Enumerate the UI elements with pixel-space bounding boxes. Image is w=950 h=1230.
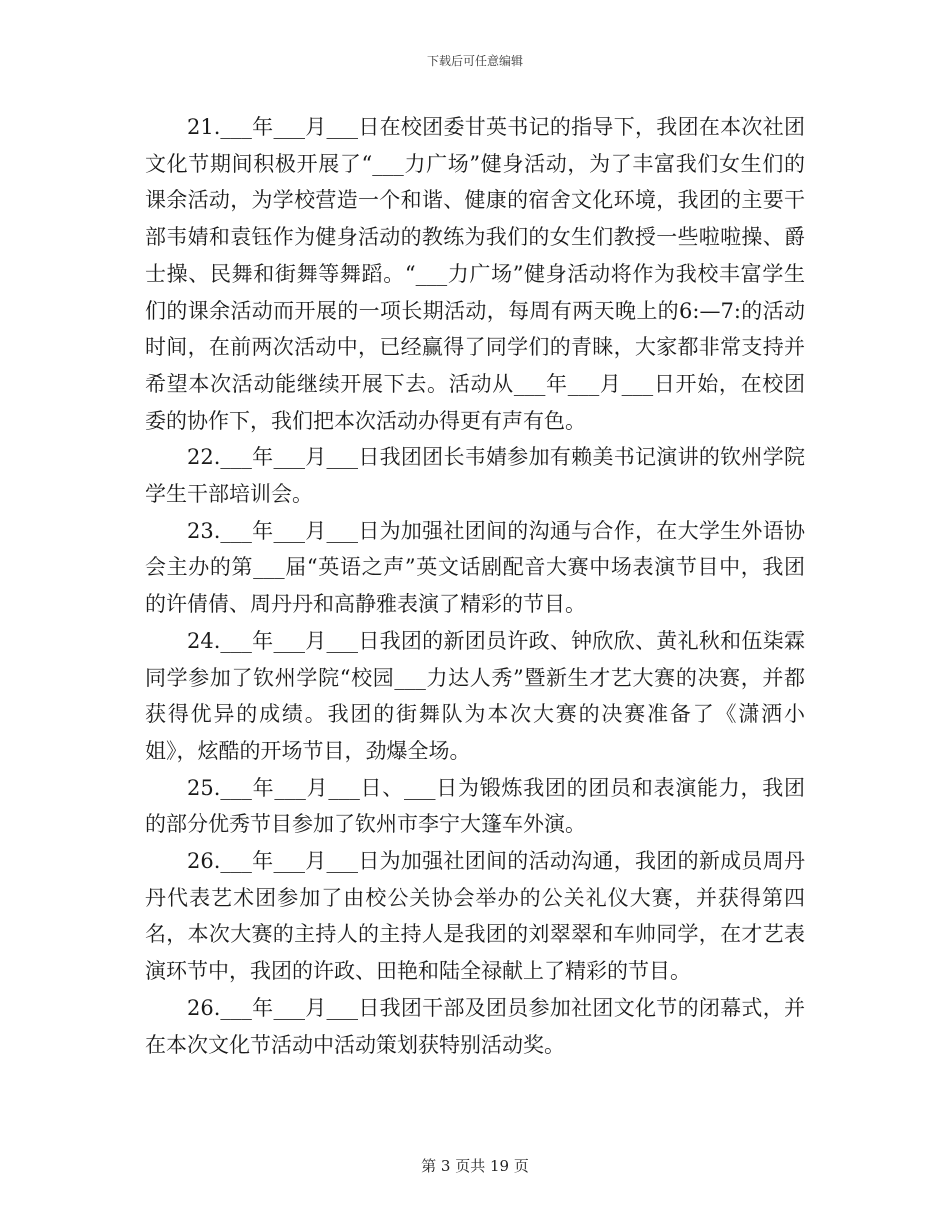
- paragraph-26b: 26.___年___月___日我团干部及团员参加社团文化节的闭幕式，并在本次文化节活动中活动策划获特别活动奖。: [145, 995, 805, 1057]
- paragraph-26a: 26.___年___月___日为加强社团间的活动沟通，我团的新成员周丹丹代表艺术团参加了由校公关协会举办的公关礼仪大赛，并获得第四名，本次大赛的主持人的主持人是我团的刘翠翠和车帅同学，在才艺表演环节中，我团的许政、田艳和陆全禄献上了精彩的节目。: [145, 849, 805, 984]
- paragraph-24: 24.___年___月___日我团的新团员许政、钟欣欣、黄礼秋和伍柒霖同学参加了钦州学院“校园___力达人秀”暨新生才艺大赛的决赛，并都获得优异的成绩。我团的街舞队为本次大赛的决赛准备了《潇洒小姐》，炫酷的开场节目，劲爆全场。: [145, 628, 805, 763]
- paragraph-22: 22.___年___月___日我团团长韦婧参加有赖美书记演讲的钦州学院学生干部培训会。: [145, 445, 805, 507]
- paragraph-25: 25.___年___月___日、___日为锻炼我团的团员和表演能力，我团的部分优秀节目参加了钦州市李宁大篷车外演。: [145, 775, 805, 837]
- page-number: 第 3 页共 19 页: [421, 1157, 529, 1175]
- paragraph-21: 21.___年___月___日在校团委甘英书记的指导下，我团在本次社团文化节期间积极开展了“___力广场”健身活动，为了丰富我们女生们的课余活动，为学校营造一个和谐、健康的宿舍文化环境，我团的主要干部韦婧和袁钰作为健身活动的教练为我们的女生们教授一些啦啦操、爵士操、民舞和街舞等舞蹈。“___力广场”健身活动将作为我校丰富学生们的课余活动而开展的一项长期活动，每周有两天晚上的6:—7:的活动时间，在前两次活动中，已经赢得了同学们的青睐，大家都非常支持并希望本次活动能继续开展下去。活动从___年___月___日开始，在校团委的协作下，我们把本次活动办得更有声有色。: [145, 115, 805, 433]
- document-body: [145, 109, 805, 1063]
- page-header: 下载后可任意编辑: [426, 54, 523, 68]
- paragraph-23: 23.___年___月___日为加强社团间的沟通与合作，在大学生外语协会主办的第___届“英语之声”英文话剧配音大赛中场表演节目中，我团的许倩倩、周丹丹和高静雅表演了精彩的节目。: [145, 518, 805, 617]
